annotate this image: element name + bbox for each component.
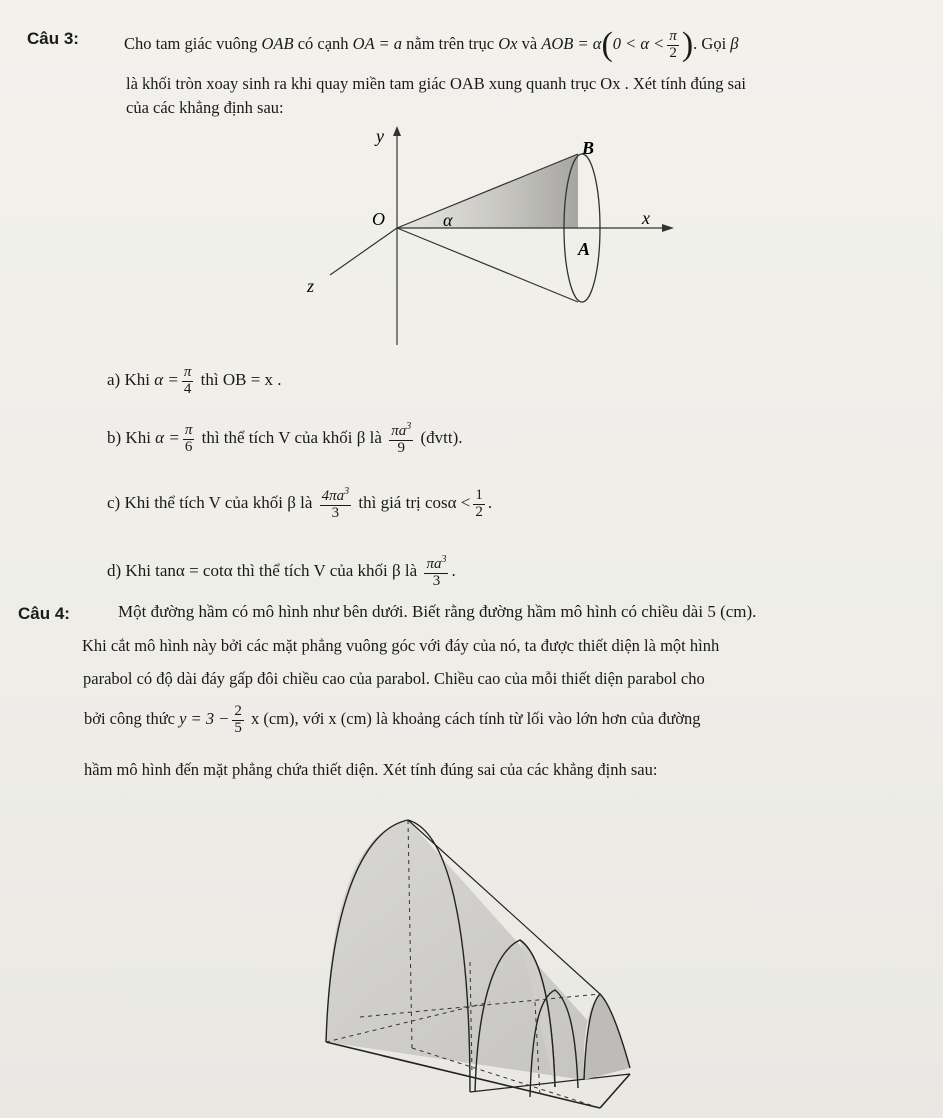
- z-axis: [330, 228, 397, 275]
- label-alpha: α: [443, 210, 453, 230]
- q4-line-4: bởi công thức y = 3 − $\frac{2}{5}$ x (cm), với x (cm) là khoảng cách tính từ lối vào lớn hơn của đường: [84, 703, 701, 736]
- label-B: B: [582, 138, 595, 158]
- label-x: x: [642, 208, 650, 228]
- question-4-label: Câu 4:: [18, 604, 70, 623]
- q3-line-2: là khối tròn xoay sinh ra khi quay miền tam giác OAB xung quanh trục Ox . Xét tính đúng sai: [126, 74, 747, 93]
- q4-line-1: Một đường hầm có mô hình như bên dưới. Biết rằng đường hầm mô hình có chiều dài 5 (cm).: [118, 602, 757, 621]
- label-O: O: [372, 209, 385, 229]
- statement-c: c) Khi thể tích V của khối β là $\frac{4\pi a^3}{3}$ thì giá trị cosα < $\frac{1}{2}$ .: [107, 486, 493, 521]
- question-3-label: Câu 3:: [27, 29, 79, 48]
- q3-line-1: Cho tam giác vuông OAB có cạnh OA = a nằm trên trục Ox và AOB = α(0 < α < $\frac{\pi}{2}$ ). Gọi β: [124, 26, 739, 63]
- exit-parabola: [584, 994, 630, 1080]
- statement-d: d) Khi tanα = cotα thì thể tích V của khối β là $\frac{\pi a^3}{3}$ .: [107, 554, 456, 589]
- q4-line-2: Khi cắt mô hình này bởi các mặt phẳng vuông góc với đáy của nó, ta được thiết diện là một hình: [82, 636, 720, 655]
- label-A: A: [578, 239, 591, 259]
- statement-b: b) Khi α = $\frac{\pi}{6}$ thì thể tích V của khối β là $\frac{\pi a^3}{9}$ (đvtt).: [107, 421, 463, 456]
- label-z: z: [307, 276, 315, 296]
- cone-figure: [290, 120, 690, 350]
- tunnel-figure: [300, 812, 650, 1112]
- q4-line-5: hầm mô hình đến mặt phẳng chứa thiết diện. Xét tính đúng sai của các khẳng định sau:: [84, 760, 658, 779]
- label-y: y: [376, 126, 384, 146]
- q3-line-3: của các khẳng định sau:: [126, 98, 284, 117]
- q4-line-3: parabol có độ dài đáy gấp đôi chiều cao của parabol. Chiều cao của mỗi thiết diện parabol cho: [83, 669, 705, 688]
- statement-a: a) Khi α = $\frac{\pi}{4}$ thì OB = x .: [107, 364, 282, 397]
